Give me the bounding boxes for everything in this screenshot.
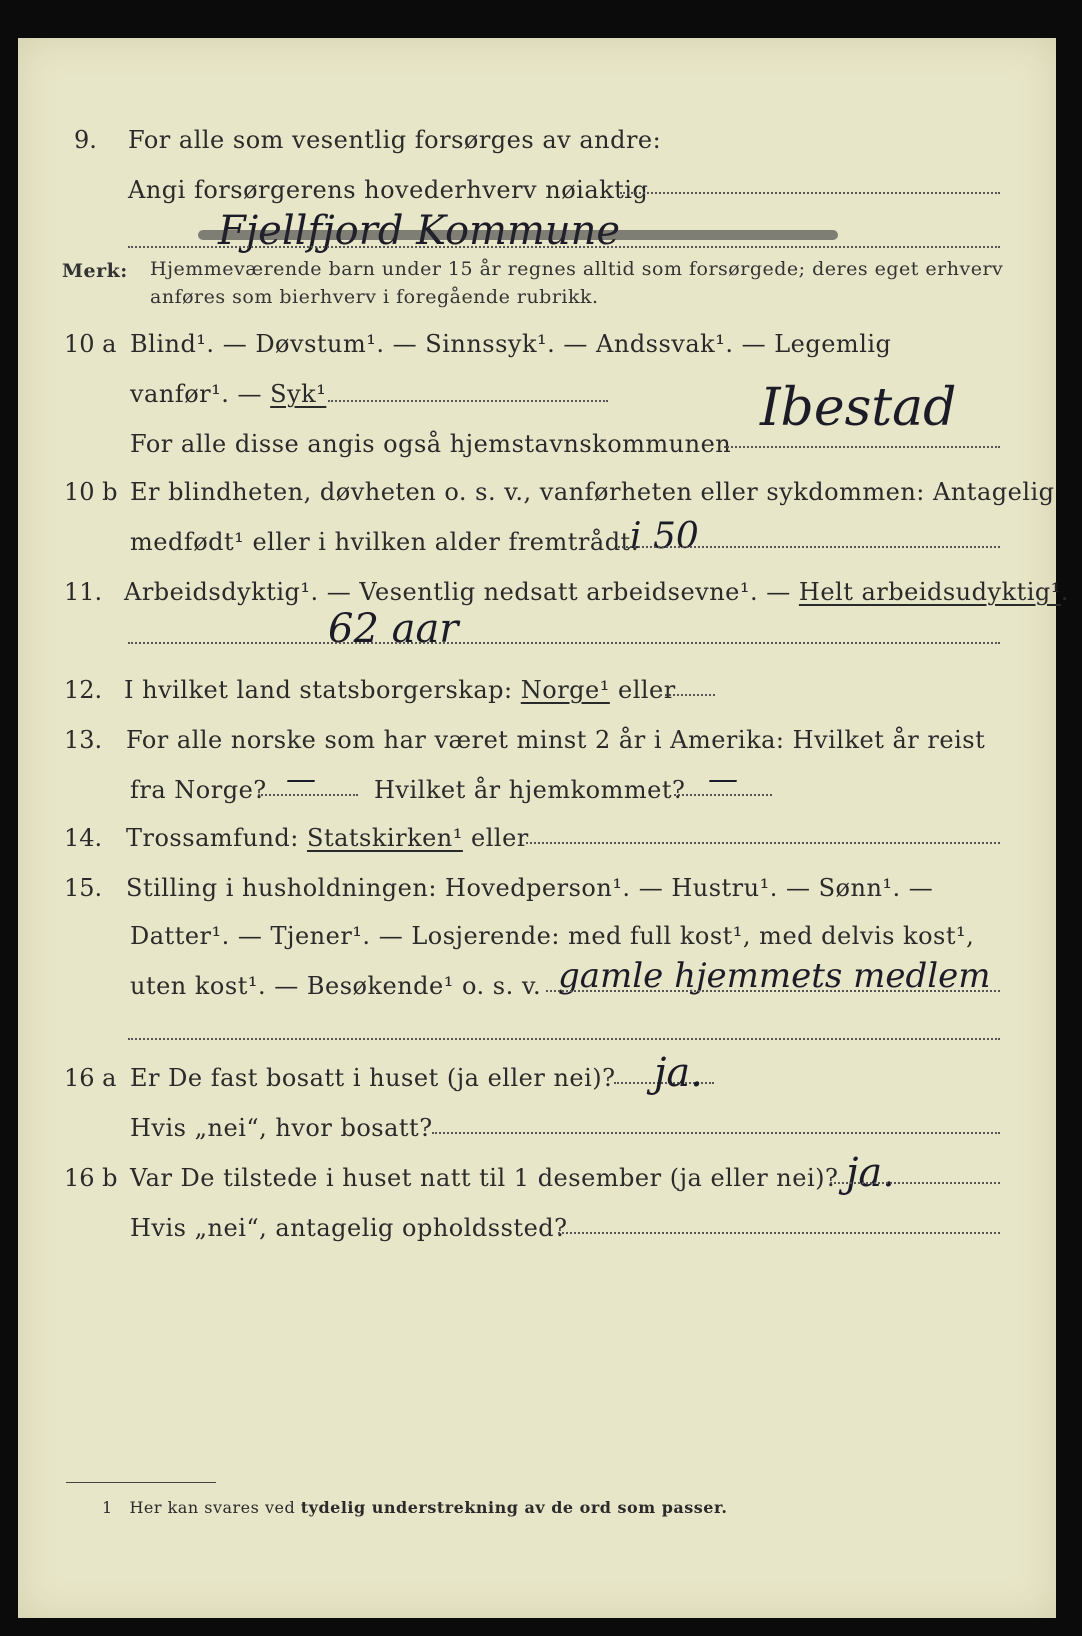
q10b-line1: Er blindheten, døvheten o. s. v., vanførheten eller sykdommen: Antagelig xyxy=(130,478,1055,506)
q13-answer1-handwriting: — xyxy=(286,762,316,797)
q10a-line1: Blind¹. — Døvstum¹. — Sinnssyk¹. — Andssvak¹. — Legemlig xyxy=(130,330,892,358)
q16a-answer-handwriting: ja. xyxy=(654,1050,703,1096)
q10b-medfodt-text: medfødt¹ xyxy=(130,528,245,556)
q14-eller-text: eller xyxy=(471,824,529,852)
q10a-syk-underlined: Syk¹ xyxy=(270,380,327,408)
q12-eller-text: eller xyxy=(618,676,676,704)
q12-question-text: I hvilket land statsborgerskap: xyxy=(124,676,513,704)
q9-line1: For alle som vesentlig forsørges av andre: xyxy=(128,126,662,154)
q9-line2: Angi forsørgerens hovederhverv nøiaktig xyxy=(128,176,649,204)
q16a-number: 16 a xyxy=(64,1064,117,1092)
q15-line3: uten kost¹. — Besøkende¹ o. s. v. xyxy=(130,972,542,1000)
q10a-answer-handwriting: Ibestad xyxy=(760,378,957,438)
merk-label: Merk: xyxy=(62,260,128,282)
q15-line2: Datter¹. — Tjener¹. — Losjerende: med full kost¹, med delvis kost¹, xyxy=(130,922,975,950)
q16b-dotted-line xyxy=(830,1182,1000,1184)
q15-answer-handwriting: gamle hjemmets medlem xyxy=(558,956,991,996)
q11-period: . xyxy=(1060,578,1070,606)
q11-number: 11. xyxy=(64,578,103,606)
q10a-answer-line xyxy=(724,446,1000,448)
q10b-line2 xyxy=(130,528,639,556)
q14-dotted-line xyxy=(526,842,1000,844)
q10a-number: 10 a xyxy=(64,330,117,358)
q14-statskirken-underlined: Statskirken¹ xyxy=(307,824,463,852)
q15-number: 15. xyxy=(64,874,103,902)
q14-number: 14. xyxy=(64,824,103,852)
q11-answer-handwriting: 62 aar xyxy=(328,606,459,652)
q16b-answer-handwriting: ja. xyxy=(846,1150,895,1196)
q13-line2a: fra Norge? xyxy=(130,776,267,804)
q10a-dotted-line xyxy=(328,400,608,402)
q10a-vanfor-text: vanfør¹. — xyxy=(130,380,263,408)
q13-line1: For alle norske som har været minst 2 år i Amerika: Hvilket år reist xyxy=(126,726,986,754)
q13-number: 13. xyxy=(64,726,103,754)
q9-strikeout-mark xyxy=(198,230,838,240)
q12-line xyxy=(124,676,676,704)
merk-line2: anføres som bierhverv i foregående rubrikk. xyxy=(150,286,599,308)
q9-number: 9. xyxy=(74,126,97,154)
q15-line1: Stilling i husholdningen: Hovedperson¹. — Hustru¹. — Sønn¹. — xyxy=(126,874,934,902)
q15-answer-line xyxy=(546,990,1000,992)
q11-answer-line xyxy=(128,642,1000,644)
q11-options-text: Arbeidsdyktig¹. — Vesentlig nedsatt arbeidsevne¹. — xyxy=(124,578,791,606)
q13-line2b: Hvilket år hjemkommet? xyxy=(374,776,686,804)
q10b-alder-text: eller i hvilken alder fremtrådt: xyxy=(252,528,640,556)
q14-line xyxy=(126,824,529,852)
q15-answer-line-2 xyxy=(128,1038,1000,1040)
q12-number: 12. xyxy=(64,676,103,704)
q10a-line3: For alle disse angis også hjemstavnskommunen xyxy=(130,430,732,458)
footnote-rule xyxy=(66,1482,216,1483)
q13-answer2-handwriting: — xyxy=(708,762,738,797)
q12-norge-underlined: Norge¹ xyxy=(520,676,610,704)
q12-dotted-line xyxy=(660,694,715,696)
footnote-text-b: tydelig understrekning av de ord som passer. xyxy=(300,1498,728,1517)
footnote-text-a: Her kan svares ved xyxy=(129,1498,296,1517)
q16b-opholdssted-line xyxy=(558,1232,1000,1234)
q9-answer-line xyxy=(128,246,1000,248)
q11-helt-arbeidsudyktig-underlined: Helt arbeidsudyktig¹ xyxy=(798,578,1061,606)
footnote xyxy=(102,1498,728,1517)
q9-dotted-line xyxy=(620,192,1000,194)
q16a-bosatt-line xyxy=(432,1132,1000,1134)
q16b-line1: Var De tilstede i huset natt til 1 desember (ja eller nei)? xyxy=(130,1164,839,1192)
q11-line1 xyxy=(124,578,1069,606)
q10b-answer-handwriting: i 50 xyxy=(630,516,699,557)
q10b-answer-line xyxy=(618,546,1000,548)
q16a-line1: Er De fast bosatt i huset (ja eller nei)? xyxy=(130,1064,616,1092)
q16b-line2: Hvis „nei“, antagelig opholdssted? xyxy=(130,1214,568,1242)
census-form-page xyxy=(18,38,1070,1618)
q10b-number: 10 b xyxy=(64,478,118,506)
q14-question-text: Trossamfund: xyxy=(126,824,299,852)
footnote-mark: 1 xyxy=(102,1498,113,1517)
q16a-line2: Hvis „nei“, hvor bosatt? xyxy=(130,1114,433,1142)
q10a-line2 xyxy=(130,380,326,408)
q16b-number: 16 b xyxy=(64,1164,118,1192)
merk-line1: Hjemmeværende barn under 15 år regnes alltid som forsørgede; deres eget erhverv xyxy=(150,258,1004,280)
